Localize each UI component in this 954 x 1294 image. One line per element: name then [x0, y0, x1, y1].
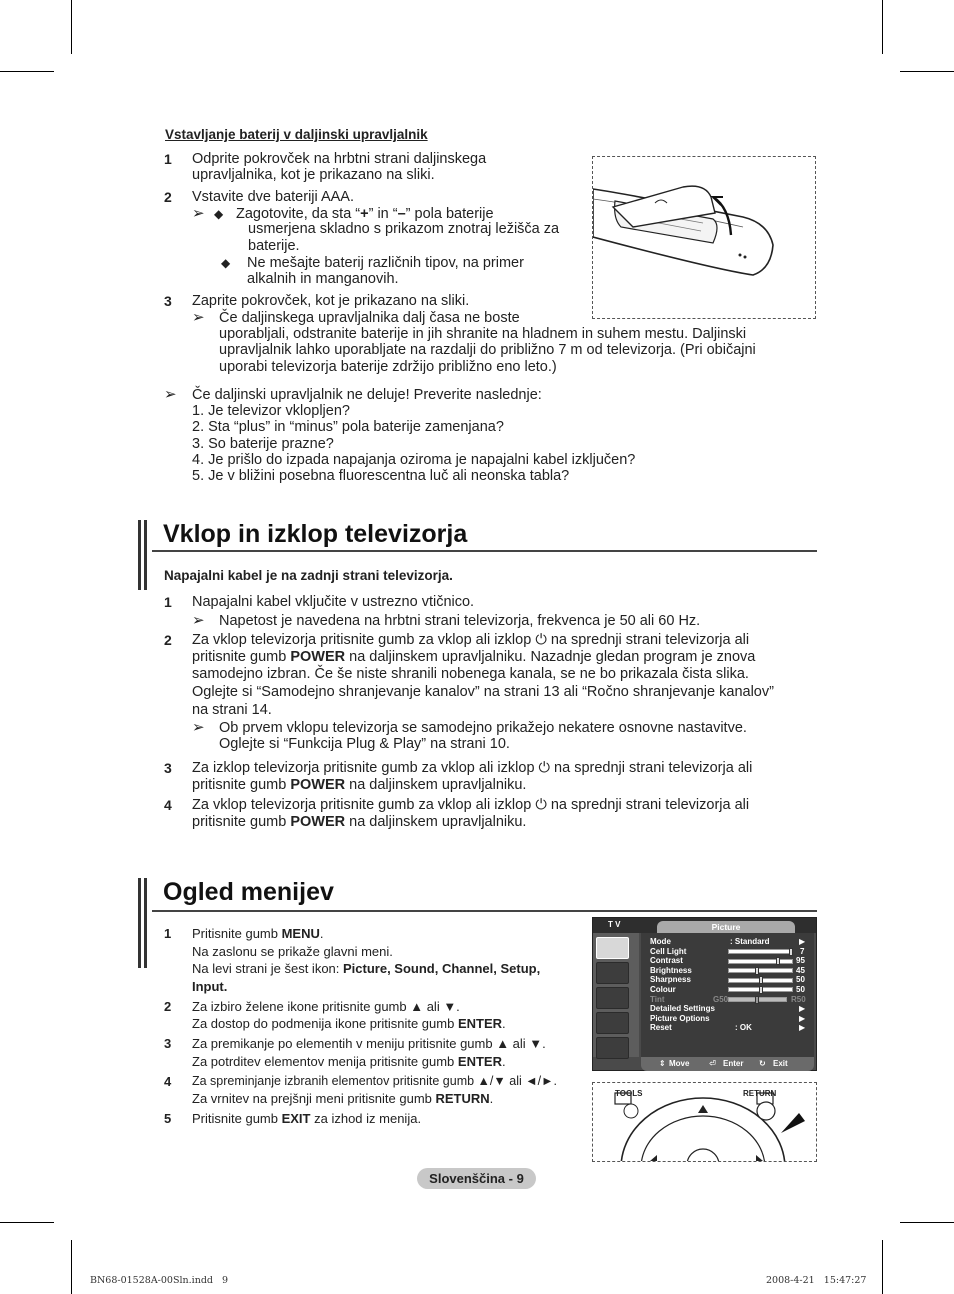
right-arrow-icon: ▶ — [799, 1004, 806, 1014]
heading-bar — [138, 520, 141, 590]
step-text-part: pritisnite gumb — [192, 814, 291, 830]
diamond-bullet-icon: ◆ — [214, 207, 224, 221]
step-text — [192, 797, 749, 814]
step-text: samodejno izbran. Če še niste shranili nobenega kanala, se ne bo prikazala čista slika. — [192, 666, 749, 682]
note-text: Če daljinskega upravljalnika dalj časa ne boste — [219, 310, 520, 326]
step-text: Za premikanje po elementih v meniju pritisnite gumb ▲ ali ▼. — [192, 1036, 546, 1051]
note-arrow-icon: ➢ — [192, 719, 205, 736]
icon-names: Picture, Sound, Channel, Setup, — [343, 961, 541, 976]
return-icon: ↻ — [759, 1059, 766, 1068]
file-name-meta: BN68-01528A-00Sln.indd 9 — [90, 1275, 229, 1286]
note-line — [192, 309, 520, 327]
step-text-part: pritisnite gumb — [192, 649, 291, 665]
check-item: 4. Je prišlo do izpada napajanja oziroma je napajalni kabel izključen? — [192, 452, 636, 468]
power-button-name: POWER — [290, 814, 346, 830]
right-arrow-icon: ▶ — [799, 1013, 806, 1023]
crop-mark — [882, 1240, 883, 1294]
channel-menu-icon — [596, 987, 629, 1009]
step-text: na strani 14. — [192, 702, 272, 718]
slider-knob — [776, 957, 780, 965]
note-arrow-icon: ➢ — [192, 612, 205, 629]
move-label: Move — [669, 1059, 690, 1068]
menu-row-label: Detailed Settings — [650, 1004, 715, 1014]
check-item: 5. Je v bližini posebna fluorescentna luč ali neonska tabla? — [192, 468, 570, 484]
enter-button-name: ENTER — [457, 1016, 502, 1031]
date-meta: 2008-4-21 15:47:27 — [766, 1275, 867, 1286]
step-text: Oglejte si “Samodejno shranjevanje kanalov” na strani 13 ali “Ročno shranjevanje kanalov” — [192, 684, 774, 700]
power-button-name: POWER — [290, 777, 346, 793]
step-text — [192, 1090, 493, 1108]
step-text: Odprite pokrovček na hrbtni strani daljinskega — [192, 151, 487, 167]
plus-sign: + — [360, 206, 369, 222]
step-number: 3 — [164, 1036, 172, 1051]
step-text-part: pritisnite gumb — [192, 777, 291, 793]
crop-mark — [900, 1222, 954, 1223]
menu-row-mode — [650, 937, 810, 947]
note-text: usmerjena skladno s prikazom znotraj ležišča za — [248, 221, 560, 237]
note-text: baterije. — [248, 238, 300, 254]
menu-tv-label: T V — [608, 920, 621, 929]
note-text: upravljalnik lahko uporabljate na razdalji do približno 7 m od televizorja. (Pri običajni — [219, 342, 756, 358]
step-text — [192, 1110, 421, 1128]
menu-row-label: Mode — [650, 937, 671, 946]
battery-section-title: Vstavljanje baterij v daljinski upravljalnik — [165, 127, 428, 142]
heading-underline — [152, 550, 817, 552]
step-text-part: . — [501, 1054, 506, 1069]
menu-row-reset — [650, 1023, 810, 1033]
step-number: 4 — [164, 1074, 172, 1089]
step-text — [192, 960, 540, 978]
tools-button-label: TOOLS — [615, 1089, 643, 1098]
step-text: Napajalni kabel vključite v ustrezno vtičnico. — [192, 594, 475, 610]
power-symbol-icon: ⏻ — [538, 760, 551, 776]
step-text-part: na sprednji strani televizorja ali — [546, 632, 750, 648]
crop-mark — [882, 0, 883, 54]
menu-bottom-bar — [641, 1057, 814, 1071]
step-number: 1 — [164, 926, 172, 941]
remote-buttons-illustration — [592, 1082, 817, 1162]
step-text — [192, 814, 526, 831]
step-text-part: na sprednji strani televizorja ali — [550, 760, 753, 776]
crop-mark — [900, 71, 954, 72]
input-menu-icon — [596, 1037, 629, 1059]
step-text: Na zaslonu se prikaže glavni meni. — [192, 944, 393, 959]
menu-row-detailed-settings — [650, 1004, 810, 1014]
check-item: 2. Sta “plus” in “minus” pola baterije zamenjana? — [192, 419, 504, 435]
note-text: alkalnih in manganovih. — [247, 271, 399, 287]
step-text: Zaprite pokrovček, kot je prikazano na sliki. — [192, 293, 470, 309]
menu-icon-column — [593, 933, 639, 1057]
step-text: upravljalnika, kot je prikazano na sliki. — [192, 167, 435, 183]
power-section-heading: Vklop in izklop televizorja — [163, 520, 468, 548]
enter-icon: ⏎ — [709, 1059, 716, 1068]
return-button-label: RETURN — [743, 1089, 777, 1098]
step-text — [192, 632, 749, 649]
note-arrow-icon: ➢ — [192, 309, 205, 326]
step-text-part: na daljinskem upravljalniku. Nazadnje gledan program je znova — [345, 649, 756, 665]
step-text-part: Za vklop televizorja pritisnite gumb za vklop ali izklop — [192, 632, 536, 648]
step-text-part: za izhod iz menija. — [310, 1111, 422, 1126]
step-text — [192, 1015, 506, 1033]
step-number: 1 — [164, 594, 172, 610]
crop-mark — [0, 71, 54, 72]
step-text — [192, 760, 752, 777]
heading-underline — [152, 910, 817, 912]
step-text-part: . — [489, 1091, 494, 1106]
menu-row-value: 7 — [800, 946, 805, 956]
step-text — [192, 1053, 506, 1071]
minus-sign: – — [397, 206, 406, 222]
step-number: 3 — [164, 293, 172, 309]
check-item: 3. So baterije prazne? — [192, 436, 334, 452]
menu-section-heading: Ogled menijev — [163, 878, 334, 906]
slider-knob — [755, 967, 759, 975]
step-number: 2 — [164, 999, 172, 1014]
slider-track — [728, 959, 793, 964]
menu-row-value: 95 — [796, 956, 805, 966]
step-text: Za spreminjanje izbranih elementov pritisnite gumb ▲/▼ ali ◄/►. — [192, 1074, 557, 1088]
power-symbol-icon: ⏻ — [535, 797, 547, 813]
menu-row-label: Colour — [650, 985, 676, 994]
menu-row-label: Sharpness — [650, 975, 691, 985]
power-button-name: POWER — [290, 649, 346, 665]
remote-back-drawing — [593, 157, 815, 318]
slider-knob — [755, 996, 759, 1004]
menu-row-label: Cell Light — [650, 946, 687, 956]
note-text: ” in “ — [368, 206, 398, 222]
step-text-part: Za dostop do podmenija ikone pritisnite gumb — [192, 1016, 458, 1031]
menu-button-name: MENU — [281, 926, 320, 941]
step-text — [192, 649, 755, 666]
note-text: Zagotovite, da sta “ — [236, 206, 361, 222]
step-number: 4 — [164, 797, 172, 813]
exit-label: Exit — [773, 1059, 788, 1068]
step-text-part: na daljinskem upravljalniku. — [345, 814, 527, 830]
note-line — [214, 255, 524, 272]
menu-row-value: : OK — [735, 1023, 752, 1033]
step-text-part: na sprednji strani televizorja ali — [546, 797, 750, 813]
slider-knob — [789, 948, 793, 956]
step-text-part: Za izklop televizorja pritisnite gumb za vklop ali izklop — [192, 760, 539, 776]
step-text: Input. — [192, 979, 228, 994]
step-text-part: Za potrditev elementov menija pritisnite gumb — [192, 1054, 458, 1069]
step-number: 1 — [164, 151, 172, 167]
crop-mark — [71, 1240, 72, 1294]
slider-knob — [759, 976, 763, 984]
note-text: Napetost je navedena na hrbtni strani televizorja, frekvenca je 50 ali 60 Hz. — [219, 613, 701, 629]
right-arrow-icon: ▶ — [799, 937, 806, 946]
picture-menu-icon — [596, 937, 629, 959]
heading-bar — [138, 878, 141, 968]
menu-row-label: Tint — [650, 994, 665, 1004]
step-text — [192, 925, 324, 943]
note-text: ” pola baterije — [405, 206, 494, 222]
menu-row-value: : Standard — [730, 937, 770, 946]
step-text: Vstavite dve bateriji AAA. — [192, 189, 354, 205]
step-text: Za izbiro želene ikone pritisnite gumb ▲ ali ▼. — [192, 999, 460, 1014]
return-button-name: RETURN — [435, 1091, 490, 1106]
enter-label: Enter — [723, 1059, 744, 1068]
sound-menu-icon — [596, 962, 629, 984]
tv-picture-menu — [592, 917, 817, 1071]
page-number-badge: Slovenščina - 9 — [417, 1168, 536, 1189]
menu-row-value: 45 — [796, 965, 805, 975]
power-symbol-icon: ⏻ — [535, 632, 547, 648]
diamond-bullet-icon: ◆ — [221, 256, 231, 270]
menu-row-label: Contrast — [650, 956, 683, 966]
step-text-part: Na levi strani je šest ikon: — [192, 961, 344, 976]
menu-row-value: 50 — [796, 985, 805, 994]
note-arrow-icon: ➢ — [192, 205, 205, 222]
menu-row-value: G50 — [713, 994, 729, 1004]
menu-row-label: Reset — [650, 1023, 672, 1033]
step-number: 2 — [164, 189, 172, 205]
step-text-part: . — [502, 1016, 506, 1031]
power-subtitle: Napajalni kabel je na zadnji strani televizorja. — [164, 568, 453, 583]
menu-row-value: R50 — [791, 994, 806, 1004]
menu-row-label: Brightness — [650, 965, 692, 975]
check-item: 1. Je televizor vklopljen? — [192, 403, 350, 419]
step-text-part: Za vrnitev na prejšnji meni pritisnite gumb — [192, 1091, 436, 1106]
step-text-part: . — [319, 926, 324, 941]
remote-battery-illustration — [592, 156, 816, 319]
note-text: Ob prvem vklopu televizorja se samodejno prikažejo nekatere osnovne nastavitve. — [219, 720, 747, 736]
check-text: Če daljinski upravljalnik ne deluje! Preverite naslednje: — [192, 387, 542, 403]
menu-row-label: Picture Options — [650, 1013, 710, 1023]
menu-row-picture-options — [650, 1014, 810, 1024]
menu-row-value: 50 — [796, 975, 805, 985]
step-number: 2 — [164, 632, 172, 648]
step-number: 3 — [164, 760, 172, 776]
check-line — [164, 386, 542, 404]
setup-menu-icon — [596, 1012, 629, 1034]
crop-mark — [71, 0, 72, 54]
heading-bar — [144, 520, 147, 590]
slider-track — [728, 949, 793, 954]
slider-knob — [759, 986, 763, 994]
step-text-part: na daljinskem upravljalniku. — [345, 777, 527, 793]
note-line — [192, 612, 700, 630]
heading-bar — [144, 878, 147, 968]
note-arrow-icon: ➢ — [164, 386, 177, 403]
right-arrow-icon: ▶ — [799, 1023, 806, 1033]
step-text — [192, 777, 526, 794]
note-text: uporabi televizorja baterije zdržijo približno eno leto.) — [219, 359, 557, 375]
slider-track — [728, 968, 793, 973]
note-line — [192, 719, 747, 737]
step-text-part: Pritisnite gumb — [192, 926, 282, 941]
note-text: Oglejte si “Funkcija Plug & Play” na strani 10. — [219, 736, 510, 752]
step-number: 5 — [164, 1111, 172, 1126]
step-text-part: Pritisnite gumb — [192, 1111, 282, 1126]
menu-tab-picture: Picture — [657, 921, 795, 933]
note-text: Ne mešajte baterij različnih tipov, na primer — [247, 255, 524, 271]
move-icon: ⇕ — [659, 1059, 666, 1068]
note-text: uporabljali, odstranite baterije in jih shranite na hladnem in suhem mestu. Daljinski — [219, 326, 747, 342]
crop-mark — [0, 1222, 54, 1223]
step-text-part: Za vklop televizorja pritisnite gumb za vklop ali izklop — [192, 797, 536, 813]
exit-button-name: EXIT — [281, 1111, 311, 1126]
enter-button-name: ENTER — [457, 1054, 502, 1069]
